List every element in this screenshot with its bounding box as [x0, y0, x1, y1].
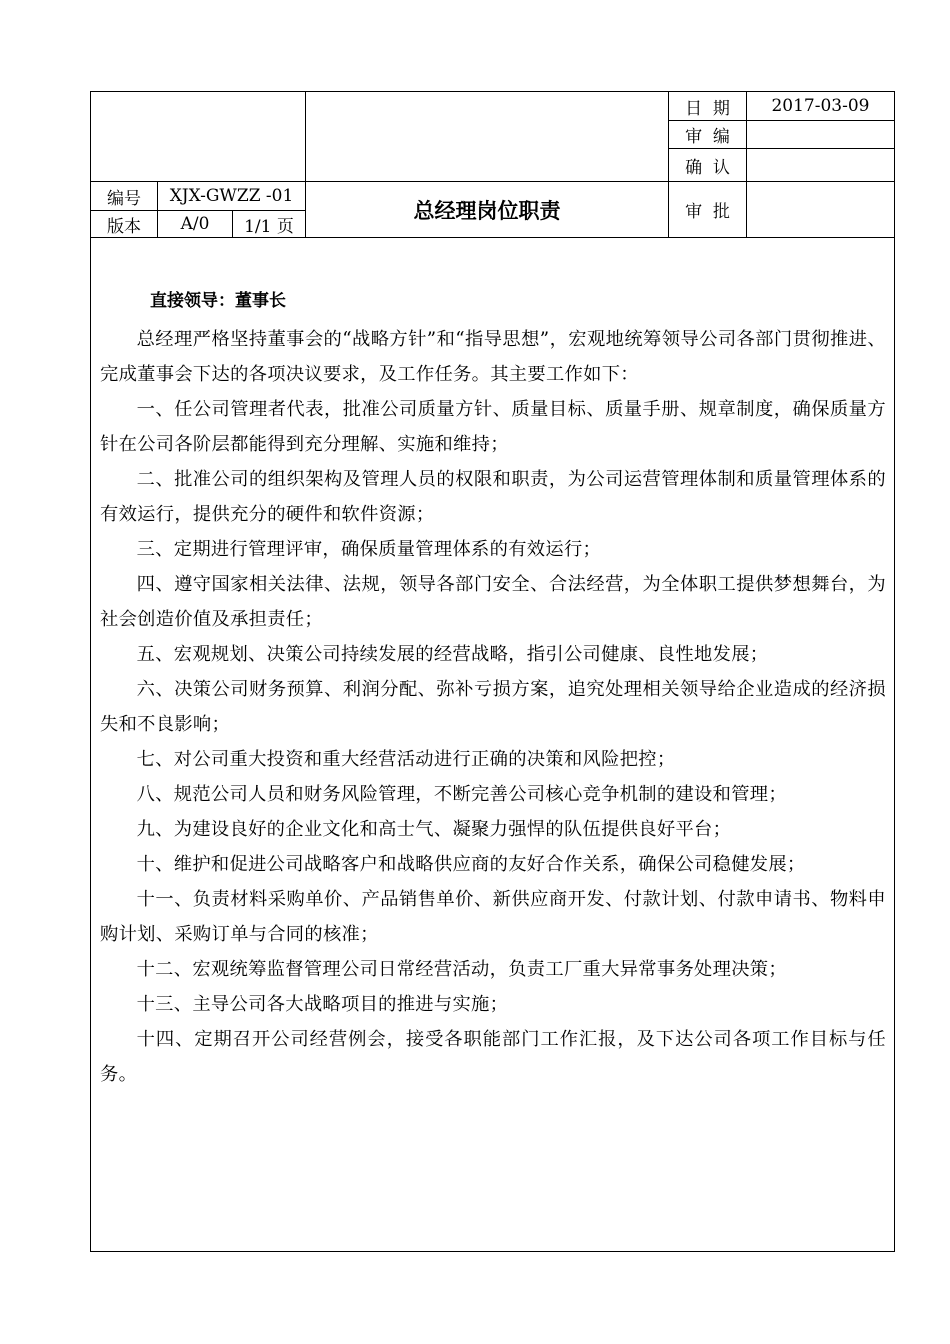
intro-paragraph: 总经理严格坚持董事会的“战略方针”和“指导思想”，宏观地统筹领导公司各部门贯彻推进、完成董事会下达的各项决议要求，及工作任务。其主要工作如下： [100, 329, 886, 385]
duty-item: 十二、宏观统筹监督管理公司日常经营活动，负责工厂重大异常事务处理决策； [136, 959, 787, 980]
version-value: A/0 [180, 214, 210, 234]
code-label: 编号 [107, 188, 141, 209]
duty-item: 十三、主导公司各大战略项目的推进与实施； [136, 994, 509, 1015]
duty-item: 七、对公司重大投资和重大经营活动进行正确的决策和风险把控； [136, 749, 676, 770]
duty-item: 八、规范公司人员和财务风险管理，不断完善公司核心竞争机制的建设和管理； [136, 784, 787, 805]
approve-label: 审 批 [685, 202, 730, 222]
version-label: 版本 [107, 216, 141, 237]
divider-header-bottom [90, 237, 895, 238]
confirm-label: 确 认 [685, 157, 730, 178]
review-label: 审 编 [685, 127, 730, 147]
duty-item: 五、宏观规划、决策公司持续发展的经营战略，指引公司健康、良性地发展； [136, 644, 769, 665]
duty-item: 二、批准公司的组织架构及管理人员的权限和职责，为公司运营管理体制和质量管理体系的有效运行，提供充分的硬件和软件资源； [100, 469, 886, 525]
duty-item: 九、为建设良好的企业文化和高士气、凝聚力强悍的队伍提供良好平台； [136, 819, 732, 840]
duty-item: 六、决策公司财务预算、利润分配、弥补亏损方案，追究处理相关领导给企业造成的经济损失和不良影响； [100, 679, 886, 735]
document-title: 总经理岗位职责 [413, 198, 561, 223]
date-label: 日 期 [685, 98, 730, 119]
direct-leader: 直接领导：董事长 [150, 291, 286, 311]
duty-item: 四、遵守国家相关法律、法规，领导各部门安全、合法经营，为全体职工提供梦想舞台，为社会创造价值及承担责任； [100, 574, 886, 630]
duty-item: 三、定期进行管理评审，确保质量管理体系的有效运行； [136, 539, 602, 560]
duty-item: 十、维护和促进公司战略客户和战略供应商的友好合作关系，确保公司稳健发展； [136, 854, 806, 875]
page-count: 1/1 页 [244, 216, 294, 237]
code-value: XJX-GWZZ -01 [169, 186, 294, 206]
duties-body [100, 322, 886, 1092]
duty-item: 十四、定期召开公司经营例会，接受各职能部门工作汇报，及下达公司各项工作目标与任务。 [100, 1029, 886, 1085]
duty-item: 十一、负责材料采购单价、产品销售单价、新供应商开发、付款计划、付款申请书、物料申购计划、采购订单与合同的核准； [100, 889, 886, 945]
date-value: 2017-03-09 [771, 96, 870, 116]
duty-item: 一、任公司管理者代表，批准公司质量方针、质量目标、质量手册、规章制度，确保质量方针在公司各阶层都能得到充分理解、实施和维持； [100, 399, 886, 455]
